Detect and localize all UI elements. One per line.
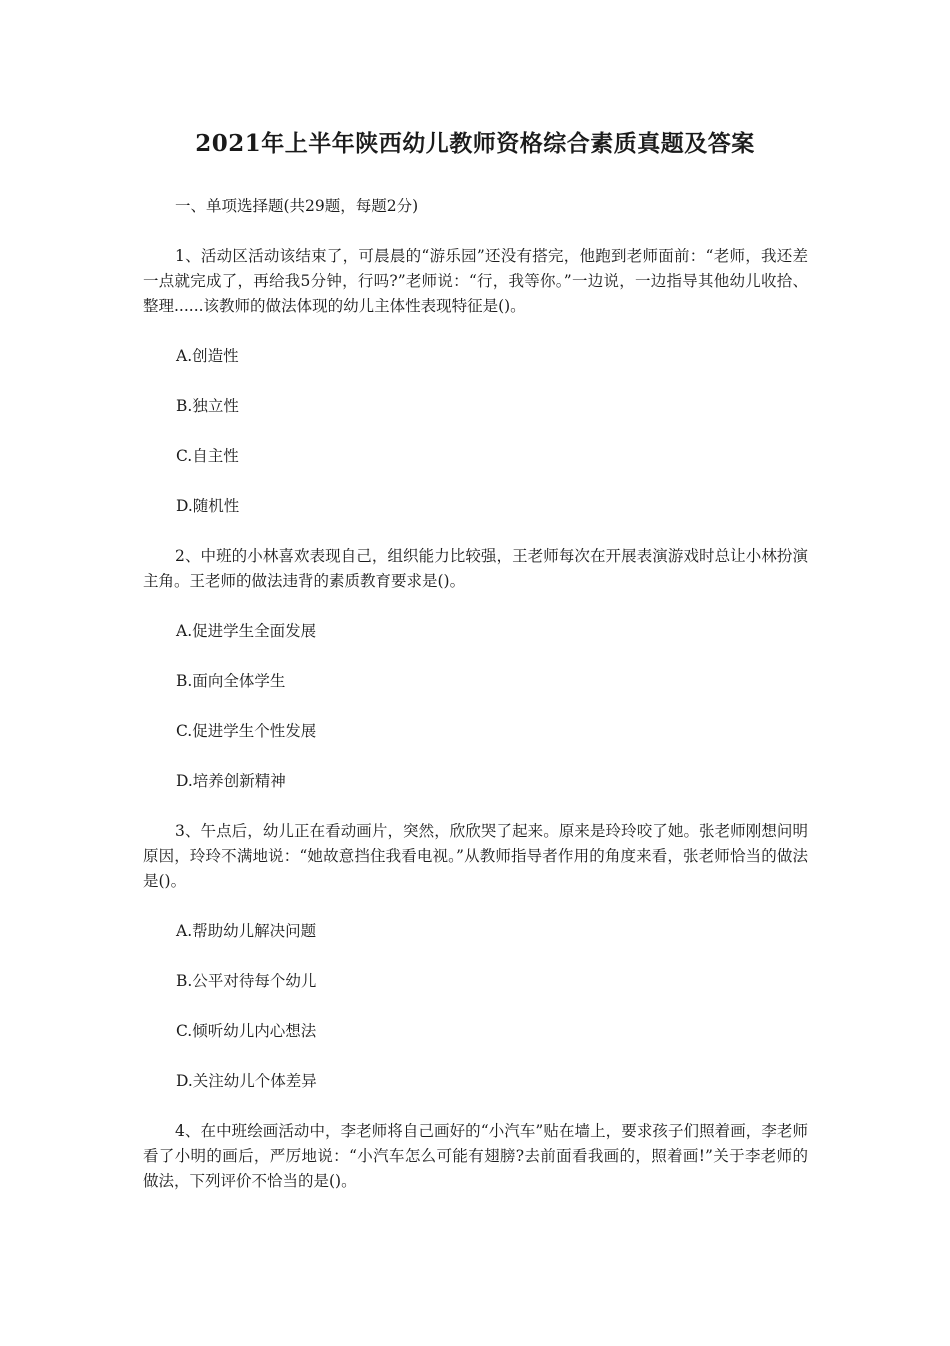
question-1-stem: 1、活动区活动该结束了，可晨晨的“游乐园”还没有搭完，他跑到老师面前：“老师，我还差一点就完成了，再给我5分钟，行吗?”老师说：“行，我等你。”一边说，一边指导其他幼儿收拾、整理......该教师的做法体现的幼儿主体性表现特征是()。 <box>143 247 808 315</box>
section-heading: 一、单项选择题(共29题，每题2分) <box>175 197 419 215</box>
question-1-option-d: D.随机性 <box>176 497 240 515</box>
question-1-option-b: B.独立性 <box>176 397 239 415</box>
question-3-option-b: B.公平对待每个幼儿 <box>176 972 317 990</box>
question-1-option-a: A.创造性 <box>176 347 239 365</box>
question-2-stem: 2、中班的小林喜欢表现自己，组织能力比较强，王老师每次在开展表演游戏时总让小林扮演主角。王老师的做法违背的素质教育要求是()。 <box>143 547 808 590</box>
question-4-stem: 4、在中班绘画活动中，李老师将自己画好的“小汽车”贴在墙上，要求孩子们照着画，李老师看了小明的画后，严厉地说：“小汽车怎么可能有翅膀?去前面看我画的，照着画!”关于李老师的做法，下列评价不恰当的是()。 <box>143 1122 808 1190</box>
question-2-option-c: C.促进学生个性发展 <box>176 722 317 740</box>
question-1-option-c: C.自主性 <box>176 447 239 465</box>
question-2-option-a: A.促进学生全面发展 <box>176 622 317 640</box>
question-2-option-d: D.培养创新精神 <box>176 772 286 790</box>
document-title: 2021年上半年陕西幼儿教师资格综合素质真题及答案 <box>195 130 755 157</box>
question-3-stem: 3、午点后，幼儿正在看动画片，突然，欣欣哭了起来。原来是玲玲咬了她。张老师刚想问明原因，玲玲不满地说：“她故意挡住我看电视。”从教师指导者作用的角度来看，张老师恰当的做法是()。 <box>143 822 808 890</box>
question-3-option-a: A.帮助幼儿解决问题 <box>176 922 317 940</box>
question-3-option-c: C.倾听幼儿内心想法 <box>176 1022 317 1040</box>
question-3-option-d: D.关注幼儿个体差异 <box>176 1072 317 1090</box>
question-2-option-b: B.面向全体学生 <box>176 672 286 690</box>
